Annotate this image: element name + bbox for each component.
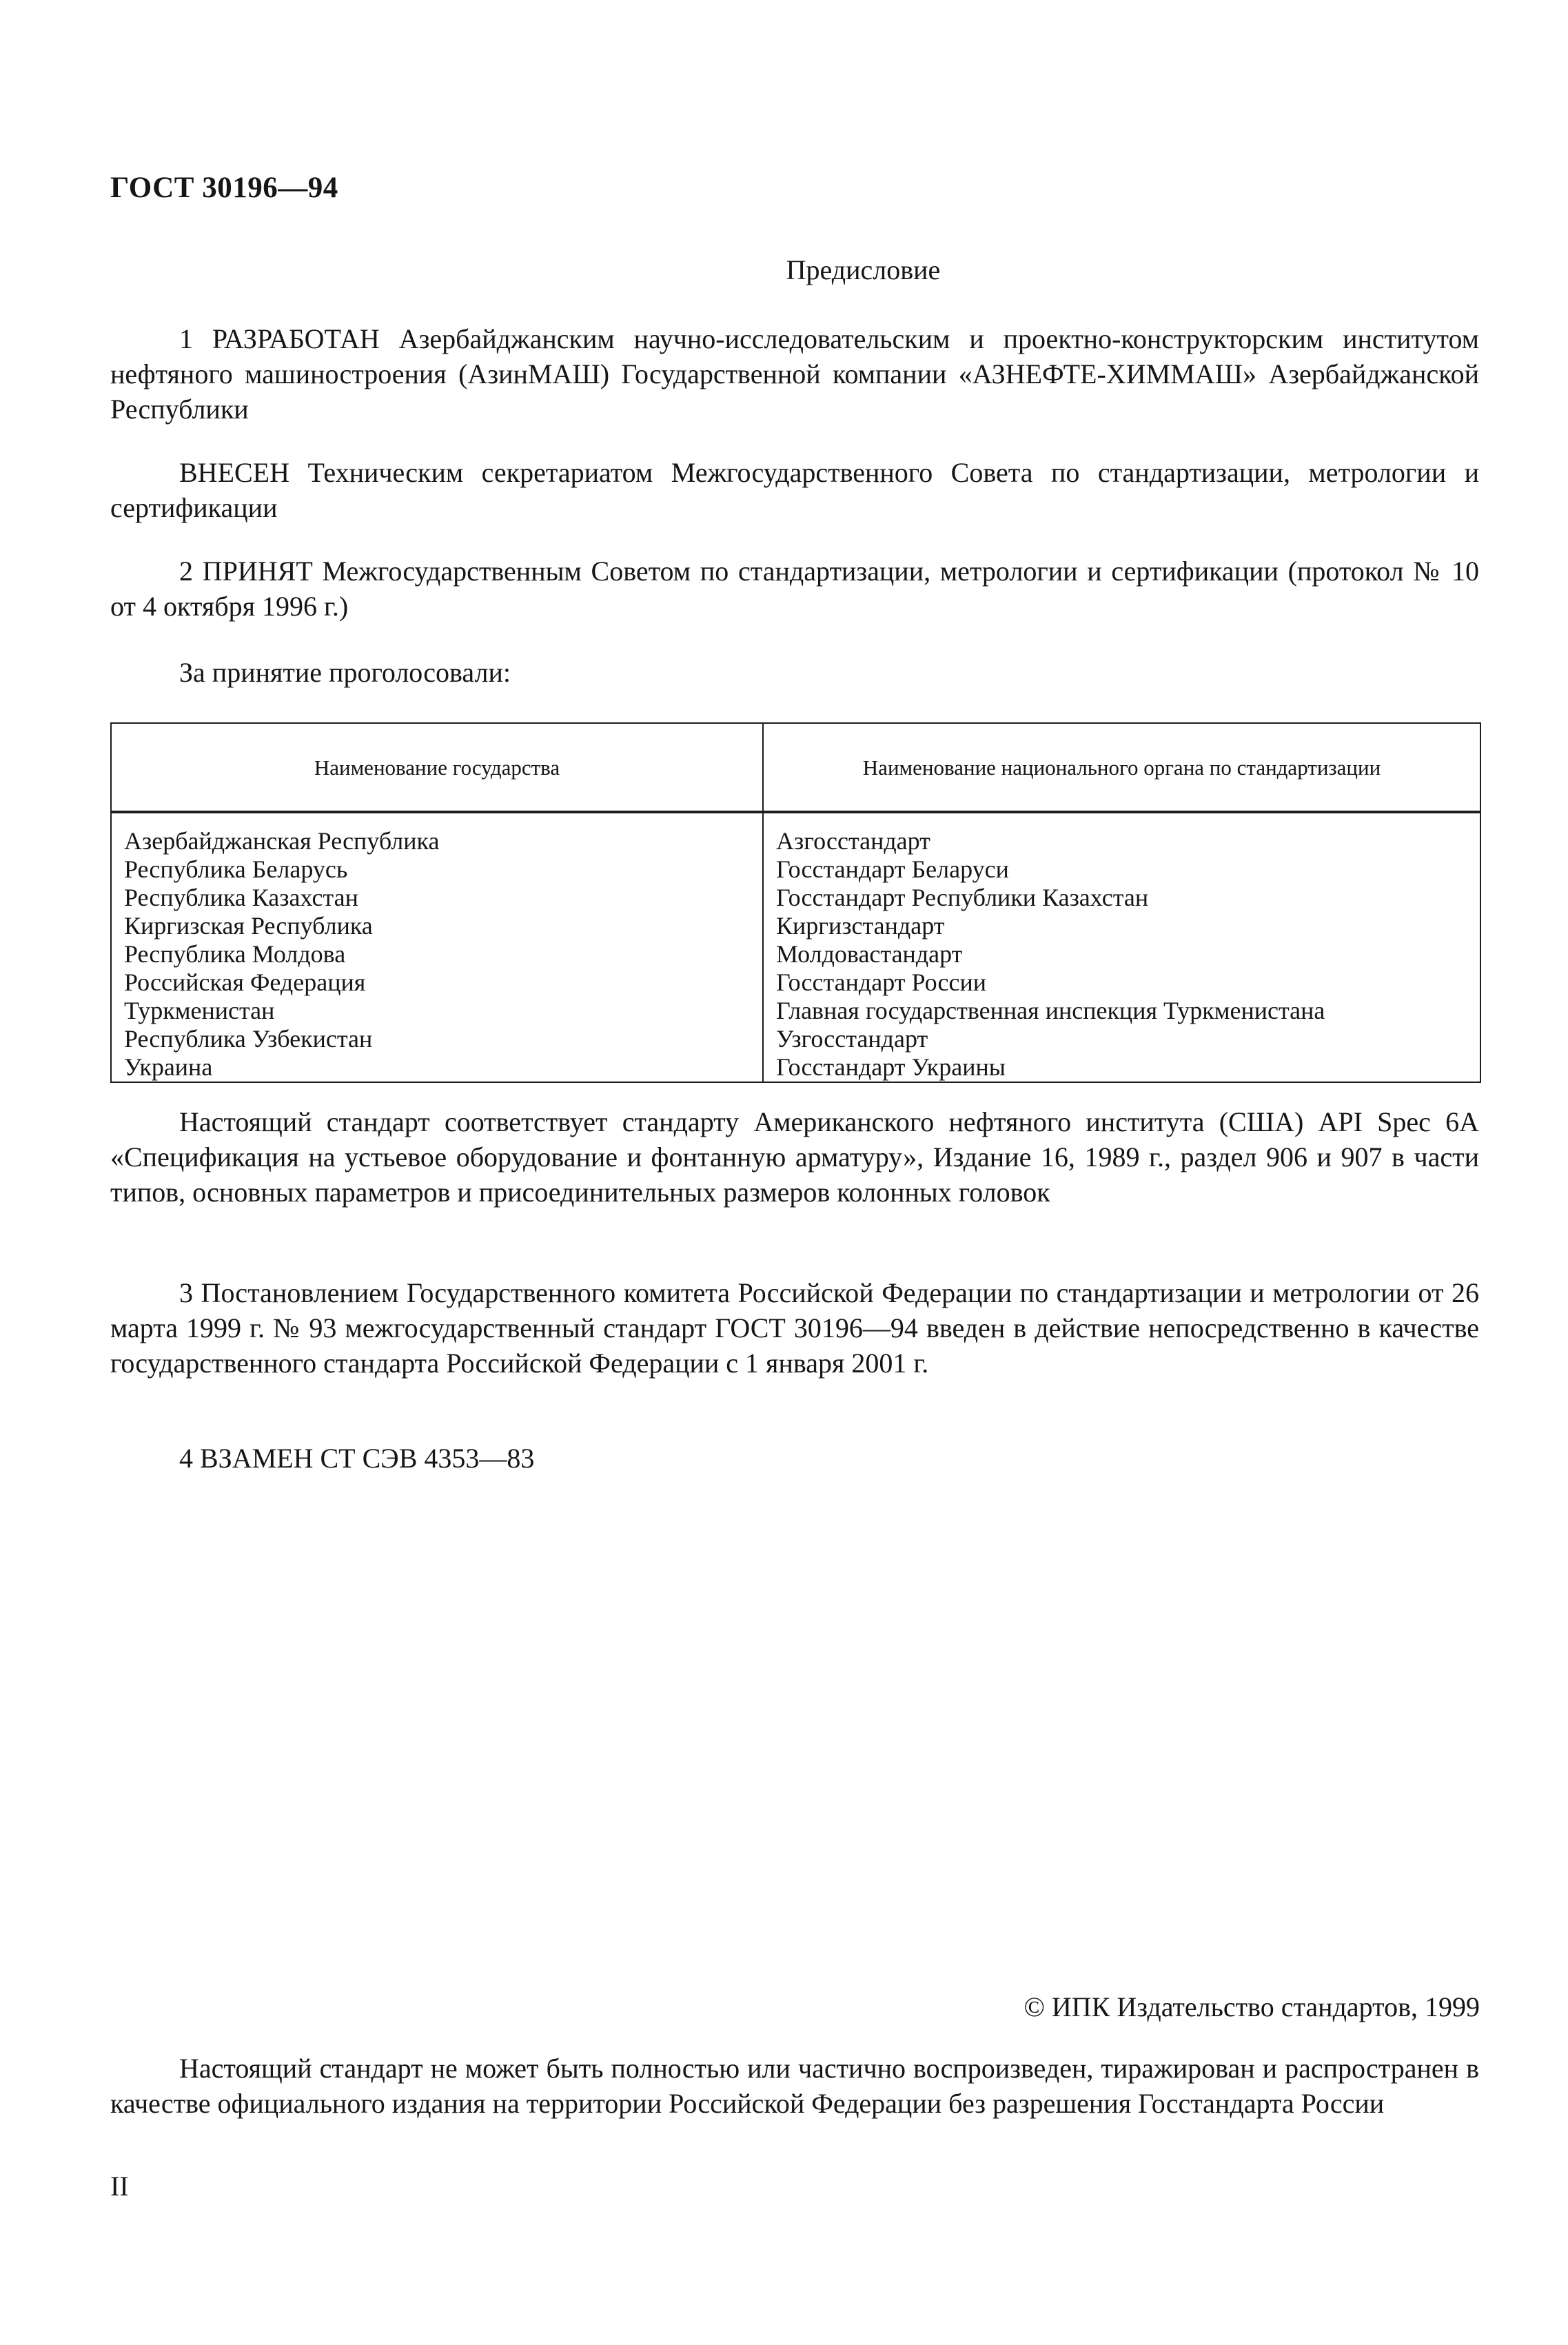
state-name: Туркменистан	[124, 997, 275, 1024]
state-name: Азербайджанская Республика	[124, 827, 440, 855]
standards-body-name: Госстандарт Беларуси	[776, 855, 1009, 883]
paragraph-adopted-by: 2 ПРИНЯТ Межгосударственным Советом по стандартизации, метрологии и сертификации (протокол № 10 от 4 октября 1996 г.)	[110, 556, 1479, 622]
paragraph-introduced-by: ВНЕСЕН Техническим секретариатом Межгосударственного Совета по стандартизации, метрологии и сертификации	[110, 457, 1479, 523]
vote-table-body-row	[111, 812, 1480, 1082]
column-header-standards-body: Наименование национального органа по стандартизации	[763, 723, 1480, 812]
standards-body-name: Узгосстандарт	[776, 1025, 928, 1053]
standards-body-list-cell	[763, 812, 1480, 1082]
standards-body-name: Киргизстандарт	[776, 912, 945, 940]
paragraph-replaces: 4 ВЗАМЕН СТ СЭВ 4353—83	[179, 1443, 535, 1474]
column-header-state: Наименование государства	[111, 723, 763, 812]
paragraph-developed-by: 1 РАЗРАБОТАН Азербайджанским научно-исследовательским и проектно-конструкторским институтом нефтяного машиностроения (АзинМАШ) Государственной компании «АЗНЕФТЕ-ХИММАШ» Азербайджанской Республики	[110, 323, 1479, 425]
standards-body-name: Госстандарт России	[776, 968, 986, 996]
state-list-cell	[111, 812, 763, 1082]
paragraph-api-conformity: Настоящий стандарт соответствует стандарту Американского нефтяного института (США) API Spec 6A «Спецификация на устьевое оборудование и фонтанную арматуру», Издание 16, 1989 г., раздел 906 и 907 в части типов, основных параметров и присоединительных размеров колонных головок	[110, 1106, 1479, 1208]
copyright-notice: © ИПК Издательство стандартов, 1999	[1024, 1991, 1480, 2022]
standards-body-name: Госстандарт Республики Казахстан	[776, 884, 1149, 911]
state-name: Республика Беларусь	[124, 855, 348, 883]
state-name: Республика Молдова	[124, 940, 346, 968]
state-name: Республика Казахстан	[124, 884, 358, 911]
state-name: Киргизская Республика	[124, 912, 373, 940]
preface-heading: Предисловие	[786, 254, 941, 285]
standards-body-name: Госстандарт Украины	[776, 1053, 1006, 1081]
paragraph-enactment: 3 Постановлением Государственного комитета Российской Федерации по стандартизации и метрологии от 26 марта 1999 г. № 93 межгосударственный стандарт ГОСТ 30196—94 введен в действие непосредственно в качестве государственного стандарта Российской Федерации с 1 января 2001 г.	[110, 1277, 1479, 1379]
vote-table	[110, 722, 1481, 1083]
state-name: Российская Федерация	[124, 968, 366, 996]
standards-body-name: Азгосстандарт	[776, 827, 930, 855]
standards-body-name: Главная государственная инспекция Туркменистана	[776, 997, 1325, 1024]
reproduction-restriction: Настоящий стандарт не может быть полностью или частично воспроизведен, тиражирован и распространен в качестве официального издания на территории Российской Федерации без разрешения Госстандарта России	[110, 2053, 1479, 2119]
vote-intro: За принятие проголосовали:	[179, 657, 511, 688]
document-id: ГОСТ 30196—94	[110, 172, 338, 204]
vote-table-header-row	[111, 723, 1480, 812]
state-name: Республика Узбекистан	[124, 1025, 373, 1053]
standards-body-name: Молдовастандарт	[776, 940, 963, 968]
page-number: II	[110, 2171, 129, 2202]
state-name: Украина	[124, 1053, 213, 1081]
